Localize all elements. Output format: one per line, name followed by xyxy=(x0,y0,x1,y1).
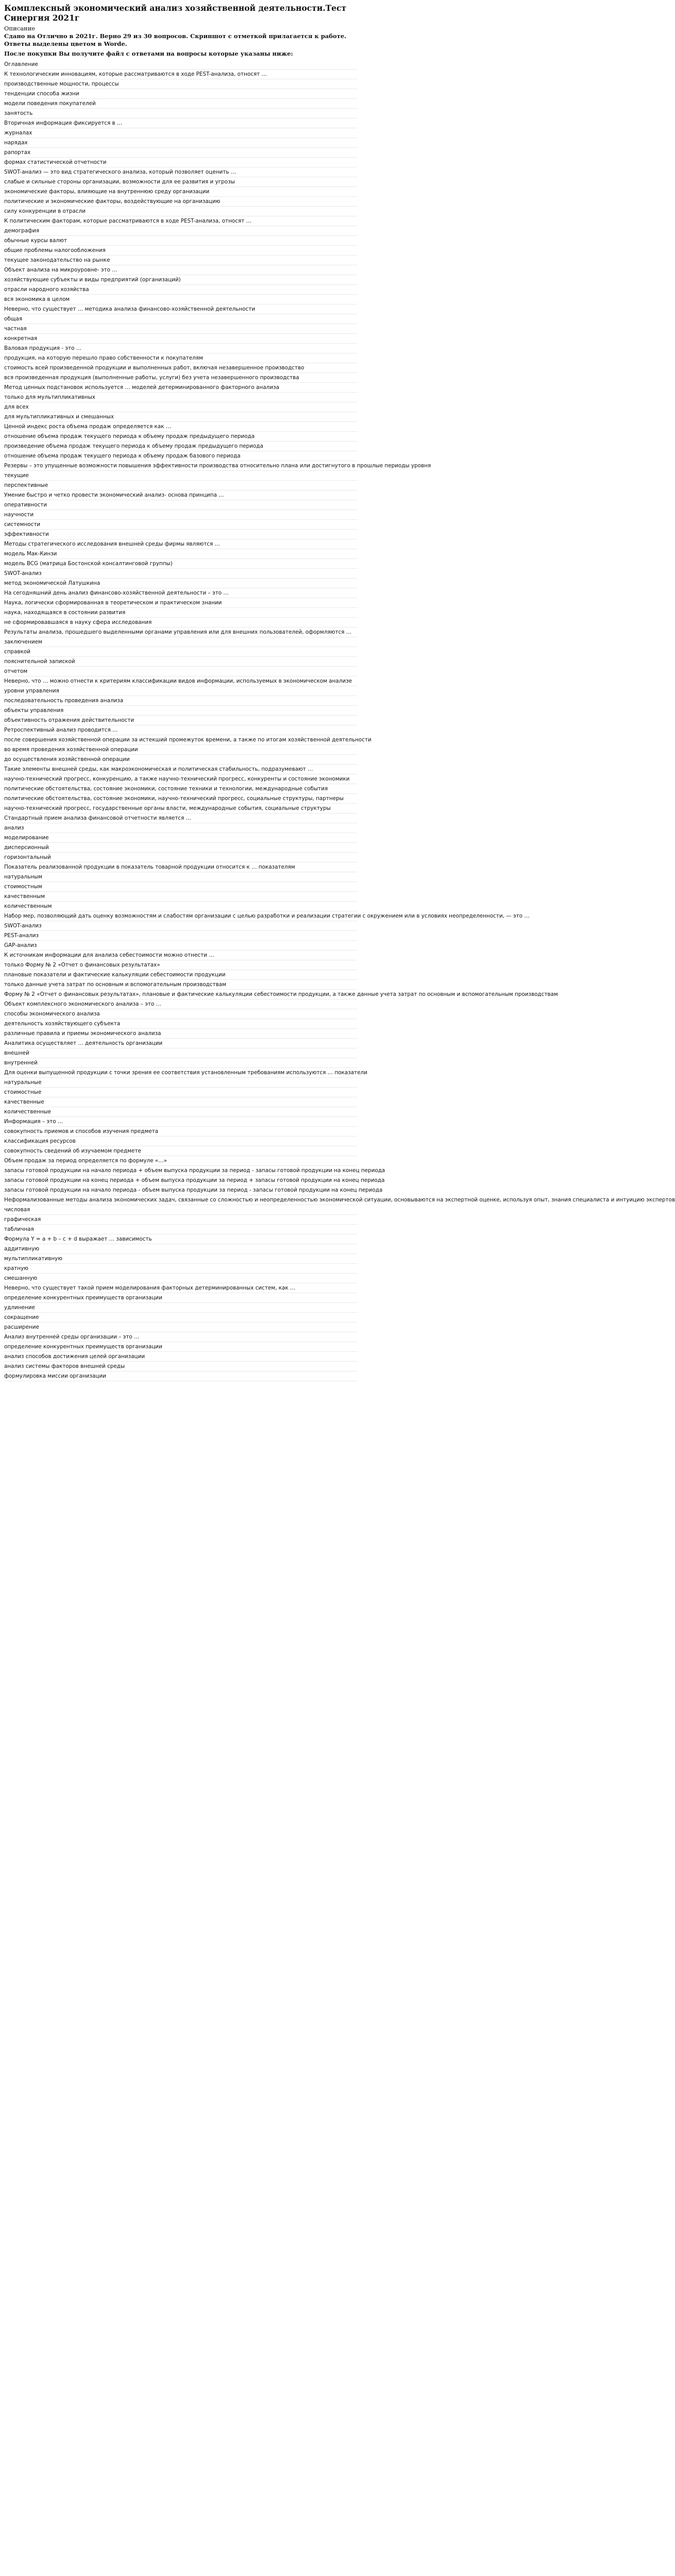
list-item: слабые и сильные стороны организации, возможности для ее развития и угрозы xyxy=(4,177,357,187)
list-item: формулировка миссии организации xyxy=(4,1371,357,1381)
list-item: общие проблемы налогообложения xyxy=(4,246,357,256)
list-item: модель BCG (матрица Бостонской консалтинговой группы) xyxy=(4,559,357,569)
list-item: научно-технический прогресс, конкуренцию, а также научно-технический прогресс, конкуренты и состояние экономики xyxy=(4,774,357,784)
list-item: стоимостные xyxy=(4,1088,357,1097)
list-item: отчетом xyxy=(4,667,357,676)
list-item: графическая xyxy=(4,1215,357,1225)
list-item: отрасли народного хозяйства xyxy=(4,285,357,295)
list-item: для всех xyxy=(4,402,357,412)
list-item: модели поведения покупателей xyxy=(4,99,357,109)
list-item: Показатель реализованной продукции в показатель товарной продукции относится к … показателям xyxy=(4,862,357,872)
list-item: SWOT-анализ xyxy=(4,569,357,579)
list-item: сокращение xyxy=(4,1313,357,1323)
list-item: Валовая продукция - это … xyxy=(4,344,357,353)
list-item: занятость xyxy=(4,109,357,118)
list-item: наука, находящаяся в состоянии развития xyxy=(4,608,357,618)
list-item: запасы готовой продукции на конец периода + объем выпуска продукции за период + запасы готовой продукции на конец периода xyxy=(4,1176,357,1185)
list-item: Ретроспективный анализ проводится … xyxy=(4,725,357,735)
list-item: качественные xyxy=(4,1097,357,1107)
list-item: Форму № 2 «Отчет о финансовых результатах», плановые и фактические калькуляции себестоимости продукции, а также данные учета затрат по основным и вспомогательным производствам xyxy=(4,990,357,999)
list-item: деятельность хозяйствующего субъекта xyxy=(4,1019,357,1029)
list-item: модель Мак-Кинзи xyxy=(4,549,357,559)
list-item: оперативности xyxy=(4,500,357,510)
list-item: совокупность сведений об изучаемом предмете xyxy=(4,1146,357,1156)
list-item: не сформировавшаяся в науку сфера исследования xyxy=(4,618,357,628)
list-item: обычные курсы валют xyxy=(4,236,357,246)
list-item: анализ системы факторов внешней среды xyxy=(4,1362,357,1371)
document-title: Комплексный экономический анализ хозяйственной деятельности.Тест Синергия 2021г xyxy=(4,3,347,23)
list-item: Анализ внутренней среды организации – это … xyxy=(4,1332,357,1342)
list-item: внешней xyxy=(4,1048,357,1058)
purchase-note: После покупки Вы получите файл с ответами на вопросы которые указаны ниже: xyxy=(4,50,293,57)
list-item: различные правила и приемы экономического анализа xyxy=(4,1029,357,1039)
list-item: анализ способов достижения целей организации xyxy=(4,1352,357,1362)
list-item: запасы готовой продукции на начало периода + объем выпуска продукции за период - запасы готовой продукции на конец периода xyxy=(4,1166,357,1176)
list-item: Аналитика осуществляет … деятельность организации xyxy=(4,1039,357,1048)
list-item: заключением xyxy=(4,637,357,647)
list-item: Объект анализа на микроуровне- это … xyxy=(4,265,357,275)
list-item: для мультипликативных и смешанных xyxy=(4,412,357,422)
list-item: натуральные xyxy=(4,1078,357,1088)
list-item: аддитивную xyxy=(4,1244,357,1254)
description-text: Сдано на Отлично в 2021г. Верно 29 из 30 вопросов. Скриншот с отметкой прилагается к работе. Ответы выделены цветом в Worde. xyxy=(4,32,347,47)
list-item: Объем продаж за период определяется по формуле «…» xyxy=(4,1156,357,1166)
list-item: нарядах xyxy=(4,138,357,148)
list-item: Информация – это … xyxy=(4,1117,357,1127)
list-item: SWOT-анализ xyxy=(4,921,357,931)
list-item: способы экономического анализа xyxy=(4,1009,357,1019)
list-item: На сегодняшний день анализ финансово-хозяйственной деятельности – это … xyxy=(4,588,357,598)
list-item: справкой xyxy=(4,647,357,657)
list-item: Формула Y = a + b – c + d выражает … зависимость xyxy=(4,1234,357,1244)
list-item: Метод ценных подстановок используется … моделей детерминированного факторного анализа xyxy=(4,383,357,393)
list-item: демография xyxy=(4,226,357,236)
list-item: только Форму № 2 «Отчет о финансовых результатах» xyxy=(4,960,357,970)
list-item: политические обстоятельства, состояние экономики, научно-технический прогресс, социальные структуры, партнеры xyxy=(4,794,357,804)
list-item: плановые показатели и фактические калькуляции себестоимости продукции xyxy=(4,970,357,980)
list-item: научно-технический прогресс, государственные органы власти, международные события, социальные структуры xyxy=(4,804,357,814)
list-item: удлинение xyxy=(4,1303,357,1313)
list-item: во время проведения хозяйственной операции xyxy=(4,745,357,755)
list-item: табличная xyxy=(4,1225,357,1234)
list-item: натуральным xyxy=(4,872,357,882)
list-item: SWOT-анализ — это вид стратегического анализа, который позволяет оценить … xyxy=(4,167,357,177)
list-item: хозяйствующие субъекты и виды предприятий (организаций) xyxy=(4,275,357,285)
list-item: вся экономика в целом xyxy=(4,295,357,304)
list-item: после совершения хозяйственной операции за истекший промежуток времени, а также по итогам хозяйственной деятельности xyxy=(4,735,357,745)
list-item: стоимость всей произведенной продукции и выполненных работ, включая незавершенное производство xyxy=(4,363,357,373)
list-item: эффективности xyxy=(4,530,357,539)
list-item: смешанную xyxy=(4,1274,357,1283)
list-item: Неформализованные методы анализа экономических задач, связанные со сложностью и неопределенностью экономической ситуации, основываются на экспертной оценке, используя опыт, знания специалиста и интуицию экспертов xyxy=(4,1195,357,1205)
list-item: Такие элементы внешней среды, как макроэкономическая и политическая стабильность, подразумевают … xyxy=(4,765,357,774)
list-item: кратную xyxy=(4,1264,357,1274)
list-item: определение конкурентных преимуществ организации xyxy=(4,1293,357,1303)
list-item: только данные учета затрат по основным и вспомогательным производствам xyxy=(4,980,357,990)
question-answer-list xyxy=(4,60,675,1381)
list-item: Для оценки выпущенной продукции с точки зрения ее соответствия установленным требованиям используются … показатели xyxy=(4,1068,357,1078)
list-item: произведение объема продаж текущего периода к объему продаж предыдущего периода xyxy=(4,442,357,451)
list-item: продукция, на которую перешло право собственности к покупателям xyxy=(4,353,357,363)
list-item: тенденции способа жизни xyxy=(4,89,357,99)
list-item: рапортах xyxy=(4,148,357,158)
list-item: анализ xyxy=(4,823,357,833)
list-item: журналах xyxy=(4,128,357,138)
list-item: качественным xyxy=(4,892,357,902)
list-item: Наука, логически сформированная в теоретическом и практическом знании xyxy=(4,598,357,608)
list-item: метод экономической Латушкина xyxy=(4,579,357,588)
list-item: Методы стратегического исследования внешней среды фирмы являются … xyxy=(4,539,357,549)
list-item: К технологическим инновациям, которые рассматриваются в ходе PEST-анализа, относят … xyxy=(4,70,357,79)
list-item: внутренней xyxy=(4,1058,357,1068)
list-item: дисперсионный xyxy=(4,843,357,853)
list-item: силу конкуренции в отрасли xyxy=(4,207,357,216)
list-item: стоимостным xyxy=(4,882,357,892)
list-item: классификация ресурсов xyxy=(4,1137,357,1146)
list-item: научности xyxy=(4,510,357,520)
list-item: совокупность приемов и способов изучения предмета xyxy=(4,1127,357,1137)
list-item: Объект комплексного экономического анализа – это … xyxy=(4,999,357,1009)
list-item: отношение объема продаж текущего периода к объему продаж предыдущего периода xyxy=(4,432,357,442)
list-item: частная xyxy=(4,324,357,334)
list-item: Неверно, что … можно отнести к критериям классификации видов информации, используемых в экономическом анализе xyxy=(4,676,357,686)
list-item: политические и экономические факторы, воздействующие на организацию xyxy=(4,197,357,207)
list-item: моделирование xyxy=(4,833,357,843)
list-item: текущие xyxy=(4,471,357,481)
list-item: формах статистической отчетности xyxy=(4,158,357,167)
list-item: Стандартный прием анализа финансовой отчетности является … xyxy=(4,814,357,823)
list-item: экономические факторы, влияющие на внутреннюю среду организации xyxy=(4,187,357,197)
list-item: Резервы – это упущенные возможности повышения эффективности производства относительно плана или достигнутого в прошлые периоды уровня xyxy=(4,461,357,471)
list-item: расширение xyxy=(4,1323,357,1332)
list-item: GAP-анализ xyxy=(4,941,357,951)
list-item: горизонтальный xyxy=(4,853,357,862)
list-item: мультипликативную xyxy=(4,1254,357,1264)
list-item: Оглавление xyxy=(4,60,357,70)
list-item: К политическим факторам, которые рассматриваются в ходе PEST-анализа, относят … xyxy=(4,216,357,226)
list-item: последовательность проведения анализа xyxy=(4,696,357,706)
list-item: до осуществления хозяйственной операции xyxy=(4,755,357,765)
list-item: уровни управления xyxy=(4,686,357,696)
list-item: политические обстоятельства, состояние экономики, состояние техники и технологии, международные события xyxy=(4,784,357,794)
list-item: определение конкурентных преимуществ организации xyxy=(4,1342,357,1352)
list-item: Неверно, что существует … методика анализа финансово-хозяйственной деятельности xyxy=(4,304,357,314)
list-item: только для мультипликативных xyxy=(4,393,357,402)
list-item: производственные мощности, процессы xyxy=(4,79,357,89)
list-item: Набор мер, позволяющий дать оценку возможностям и слабостям организации с целью разработки и реализации стратегии с окружением или в условиях неопределенности, — это … xyxy=(4,911,357,921)
list-item: конкретная xyxy=(4,334,357,344)
list-item: Результаты анализа, прошедшего выделенными органами управления или для внешних пользователей, оформляются … xyxy=(4,628,357,637)
list-item: Ценной индекс роста объема продаж определяется как … xyxy=(4,422,357,432)
list-item: объективность отражения действительности xyxy=(4,716,357,725)
list-item: К источникам информации для анализа себестоимости можно отнести … xyxy=(4,951,357,960)
list-item: текущее законодательство на рынке xyxy=(4,256,357,265)
list-item: объекты управления xyxy=(4,706,357,716)
list-item: системности xyxy=(4,520,357,530)
list-item: отношение объема продаж текущего периода к объему продаж базового периода xyxy=(4,451,357,461)
list-item: PEST-анализ xyxy=(4,931,357,941)
list-item: запасы готовой продукции на начало периода - объем выпуска продукции за период - запасы готовой продукции на конец периода xyxy=(4,1185,357,1195)
list-item: Умение быстро и четко провести экономический анализ- основа принципа … xyxy=(4,490,357,500)
list-item: общая xyxy=(4,314,357,324)
list-item: перспективные xyxy=(4,481,357,490)
description-label: Описание xyxy=(4,25,36,32)
list-item: числовая xyxy=(4,1205,357,1215)
list-item: вся произведенная продукция (выполненные работы, услуги) без учета незавершенного производства xyxy=(4,373,357,383)
list-item: количественные xyxy=(4,1107,357,1117)
list-item: Неверно, что существует такой прием моделирования факторных детерминированных систем, как … xyxy=(4,1283,357,1293)
list-item: количественным xyxy=(4,902,357,911)
list-item: Вторичная информация фиксируется в … xyxy=(4,118,357,128)
list-item: пояснительной запиской xyxy=(4,657,357,667)
